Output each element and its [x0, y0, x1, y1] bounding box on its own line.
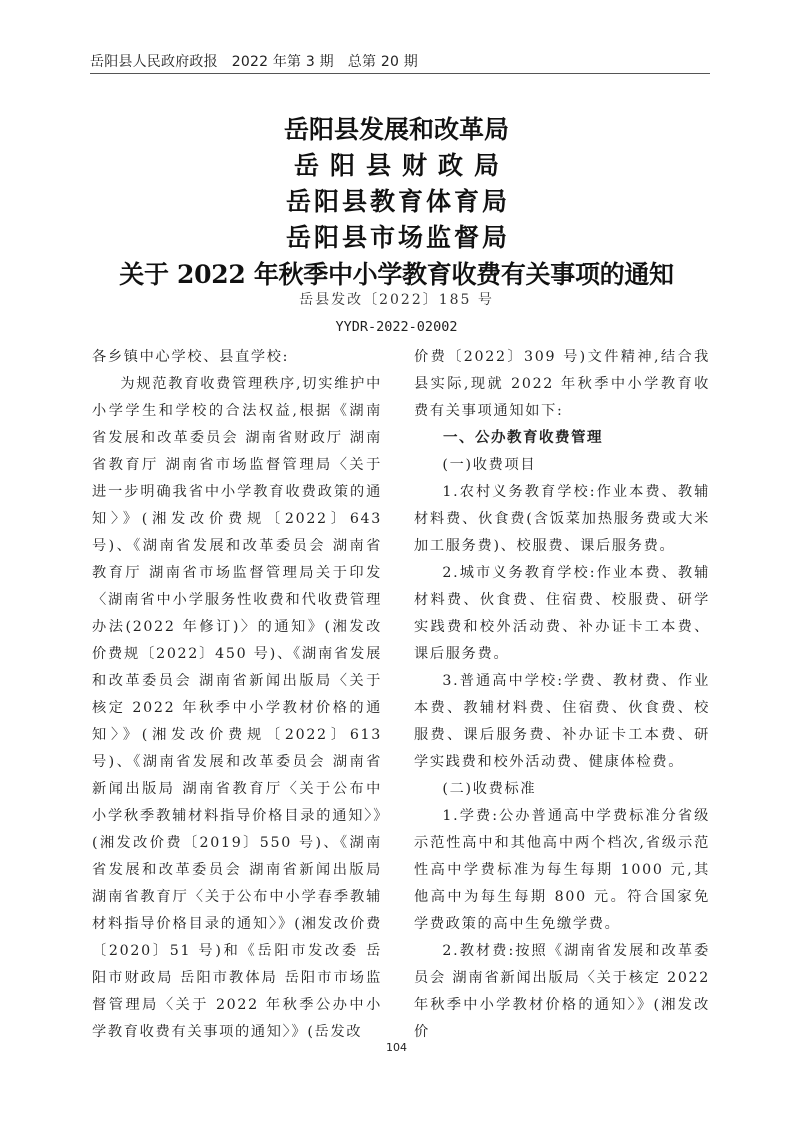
document-title: 关于 2022 年秋季中小学教育收费有关事项的通知: [119, 260, 674, 289]
registration-code: YYDR-2022-02002: [335, 319, 458, 335]
item-rural-compulsory: 1.农村义务教育学校:作业本费、教辅材料费、伙食费(含饭菜加热服务费或大米加工服务费)、校服费、课后服务费。: [414, 484, 710, 554]
section-heading: 一、公办教育收费管理: [443, 430, 603, 446]
standard-tuition: 1.学费:公办普通高中学费标准分省级示范性高中和其他高中两个档次,省级示范性高中学费标准为每生每期 1000 元,其他高中为每生每期 800 元。符合国家免学费政策的高中生免缴学费。: [414, 808, 710, 932]
document-number: 岳县发改〔2022〕185 号: [299, 292, 494, 308]
issuer-4: 岳阳县市场监督局: [285, 223, 510, 252]
standard-textbook: 2.教材费:按照《湖南省发展和改革委员会 湖南省新闻出版局〈关于核定 2022 年秋季中小学教材价格的通知〉》(湘发改价: [414, 943, 710, 1040]
page-number: 104: [386, 1041, 407, 1054]
body-right-column: [414, 344, 710, 1046]
intro-continuation: 价费〔2022〕309 号)文件精神,结合我县实际,现就 2022 年秋季中小学教育收费有关事项通知如下:: [414, 349, 710, 419]
issuer-2: 岳阳县财政局: [293, 151, 510, 180]
intro-paragraph: 为规范教育收费管理秩序,切实维护中小学学生和学校的合法权益,根据《湖南省发展和改革委员会 湖南省财政厅 湖南省教育厅 湖南省市场监督管理局〈关于进一步明确我省中小学教育收费政策的通知〉》(湘发改价费规〔2022〕643 号)、《湖南省发展和改革委员会 湖南省教育厅 湖南省市场监督管理局关于印发〈湖南省中小学服务性收费和代收费管理办法(2022 年修订)〉的通知》(湘发改价费规〔2022〕450 号)、《湖南省发展和改革委员会 湖南省新闻出版局〈关于核定 2022 年秋季中小学教材价格的通知〉》(湘发改价费规〔2022〕613 号)、《湖南省发展和改革委员会 湖南省新闻出版局 湖南省教育厅〈关于公布中小学秋季教辅材料指导价格目录的通知〉》(湘发改价费〔2019〕550 号)、《湖南省发展和改革委员会 湖南省新闻出版局 湖南省教育厅〈关于公布中小学春季教辅材料指导价格目录的通知〉》(湘发改价费〔2020〕51 号)和《岳阳市发改委 岳阳市财政局 岳阳市教体局 岳阳市市场监督管理局〈关于 2022 年秋季公办中小学教育收费有关事项的通知〉》(岳发改: [92, 376, 382, 1040]
title-block: [0, 112, 793, 294]
issuer-1: 岳阳县发展和改革局: [283, 115, 509, 144]
subsection-heading-standards: (二)收费标准: [442, 781, 537, 797]
salutation: 各乡镇中心学校、县直学校:: [92, 349, 290, 365]
body-left-column: [92, 344, 382, 1046]
item-urban-compulsory: 2.城市义务教育学校:作业本费、教辅材料费、伙食费、住宿费、校服费、研学实践费和校外活动费、补办证卡工本费、课后服务费。: [414, 565, 710, 662]
issuer-3: 岳阳县教育体育局: [285, 187, 510, 216]
subsection-heading-items: (一)收费项目: [442, 457, 537, 473]
running-header: 岳阳县人民政府政报 2022 年第 3 期 总第 20 期: [90, 54, 710, 74]
item-high-school: 3.普通高中学校:学费、教材费、作业本费、教辅材料费、住宿费、伙食费、校服费、课后服务费、补办证卡工本费、研学实践费和校外活动费、健康体检费。: [414, 673, 710, 770]
